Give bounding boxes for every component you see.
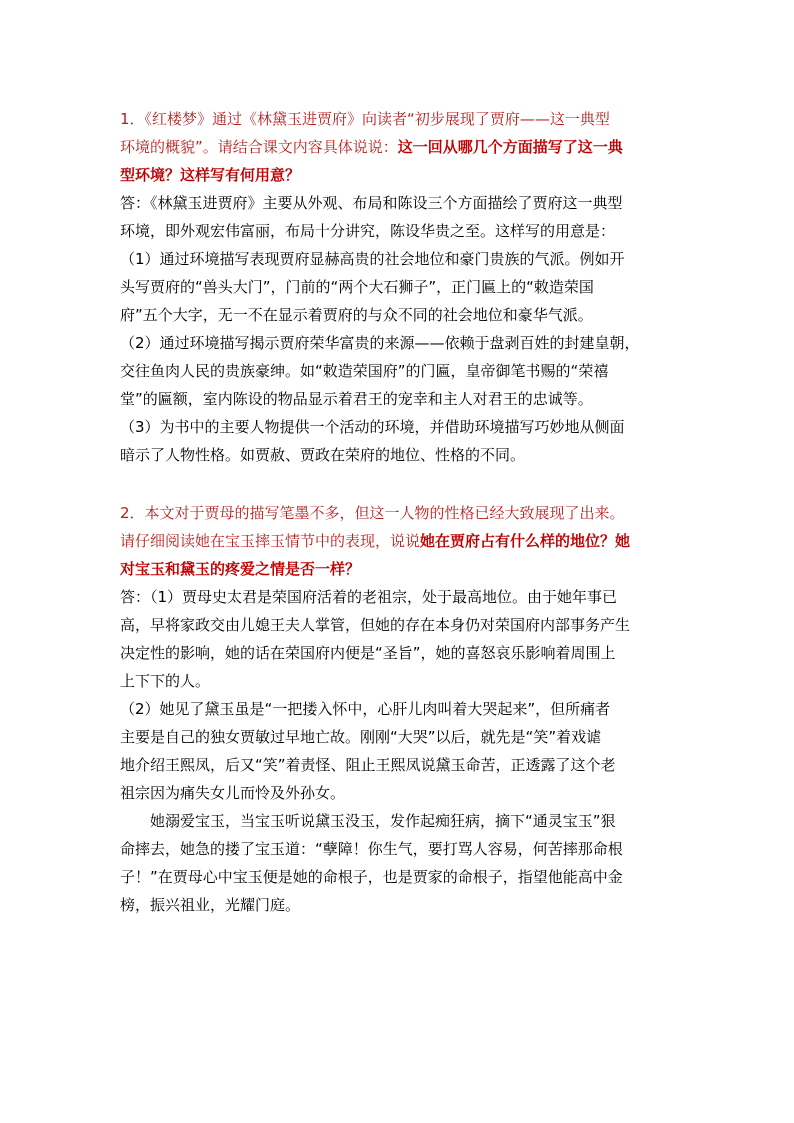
answer-2-line: 上下下的人。 bbox=[120, 672, 211, 690]
answer-1-line: （2）通过环境描写揭示贾府荣华富贵的来源——依赖于盘剥百姓的封建皇朝， bbox=[120, 334, 640, 352]
question-2-line-2 bbox=[120, 527, 690, 555]
answer-1-line: 堂”的匾额，室内陈设的物品显示着君王的宠幸和主人对君王的忠诚等。 bbox=[120, 390, 593, 408]
paragraph-line: 命摔去，她急的搂了宝玉道：“孽障！你生气，要打骂人容易，何苦摔那命根 bbox=[120, 840, 623, 858]
section-gap bbox=[120, 469, 690, 499]
answer-2-line: 高，早将家政交由儿媳王夫人掌管，但她的存在本身仍对荣国府内部事务产生 bbox=[120, 616, 631, 634]
answer-1-line: 府”五个大字，无一不在显示着贾府的与众不同的社会地位和豪华气派。 bbox=[120, 306, 593, 324]
paragraph-line: 她溺爱宝玉，当宝玉听说黛玉没玉，发作起痴狂病，摘下“通灵宝玉”狠 bbox=[150, 812, 616, 830]
answer-2-paragraph bbox=[120, 807, 690, 919]
question-1-text: 1．《红楼梦》通过《林黛玉进贾府》向读者“初步展现了贾府——这一典型 bbox=[120, 110, 610, 128]
question-1 bbox=[120, 105, 690, 189]
answer-1-line: 答：《林黛玉进贾府》主要从外观、布局和陈设三个方面描绘了贾府这一典型 bbox=[120, 194, 623, 212]
paragraph-line: 榜，振兴祖业，光耀门庭。 bbox=[120, 896, 301, 914]
question-1-line-1 bbox=[120, 105, 690, 133]
answer-1-line: 环境，即外观宏伟富丽，布局十分讲究，陈设华贵之至。这样写的用意是： bbox=[120, 222, 616, 240]
question-2-emphasis: 她在贾府占有什么样的地位？她 bbox=[420, 532, 631, 550]
answer-2-line: 地介绍王熙凤，后又“笑”着责怪、阻止王熙凤说黛玉命苦，正透露了这个老 bbox=[120, 756, 616, 774]
answer-1-line: 头写贾府的“兽头大门”，门前的“两个大石狮子”，正门匾上的“敕造荣国 bbox=[120, 278, 594, 296]
question-1-line-3 bbox=[120, 161, 690, 189]
answer-1 bbox=[120, 189, 690, 469]
answer-1-line: （3）为书中的主要人物提供一个活动的环境，并借助环境描写巧妙地从侧面 bbox=[120, 418, 625, 436]
answer-2-line: 决定性的影响，她的话在荣国府内便是“圣旨”，她的喜怒哀乐影响着周围上 bbox=[120, 644, 616, 662]
answer-2-line: 祖宗因为痛失女儿而怜及外孙女。 bbox=[120, 784, 346, 802]
question-2-line-1 bbox=[120, 499, 690, 527]
question-2-text: 请仔细阅读她在宝玉摔玉情节中的表现，说说 bbox=[120, 532, 421, 550]
answer-2-line: 主要是自己的独女贾敏过早地亡故。刚刚“大哭”以后，就先是“笑”着戏谑 bbox=[120, 728, 602, 746]
question-2-line-3 bbox=[120, 555, 690, 583]
answer-1-line: （1）通过环境描写表现贾府显赫高贵的社会地位和豪门贵族的气派。例如开 bbox=[120, 250, 625, 268]
question-1-line-2 bbox=[120, 133, 690, 161]
question-2-emphasis: 对宝玉和黛玉的疼爱之情是否一样？ bbox=[120, 560, 361, 578]
question-2 bbox=[120, 499, 690, 583]
question-1-text: 环境的概貌”。请结合课文内容具体说说： bbox=[120, 138, 398, 156]
paragraph-line: 子！”在贾母心中宝玉便是她的命根子，也是贾家的命根子，指望他能高中金 bbox=[120, 868, 623, 886]
question-1-emphasis: 型环境？这样写有何用意？ bbox=[120, 166, 301, 184]
answer-2 bbox=[120, 583, 690, 807]
document-page bbox=[120, 105, 690, 919]
question-2-text: 2．本文对于贾母的描写笔墨不多，但这一人物的性格已经大致展现了出来。 bbox=[120, 504, 625, 522]
answer-1-line: 暗示了人物性格。如贾赦、贾政在荣府的地位、性格的不同。 bbox=[120, 446, 526, 464]
question-1-emphasis: 这一回从哪几个方面描写了这一典 bbox=[397, 138, 623, 156]
answer-1-line: 交往鱼肉人民的贵族豪绅。如“敕造荣国府”的门匾，皇帝御笔书赐的“荣禧 bbox=[120, 362, 609, 380]
answer-2-line: 答：（1）贾母史太君是荣国府活着的老祖宗，处于最高地位。由于她年事已 bbox=[120, 588, 618, 606]
answer-2-line: （2）她见了黛玉虽是“一把搂入怀中，心肝儿肉叫着大哭起来”，但所痛者 bbox=[120, 700, 611, 718]
